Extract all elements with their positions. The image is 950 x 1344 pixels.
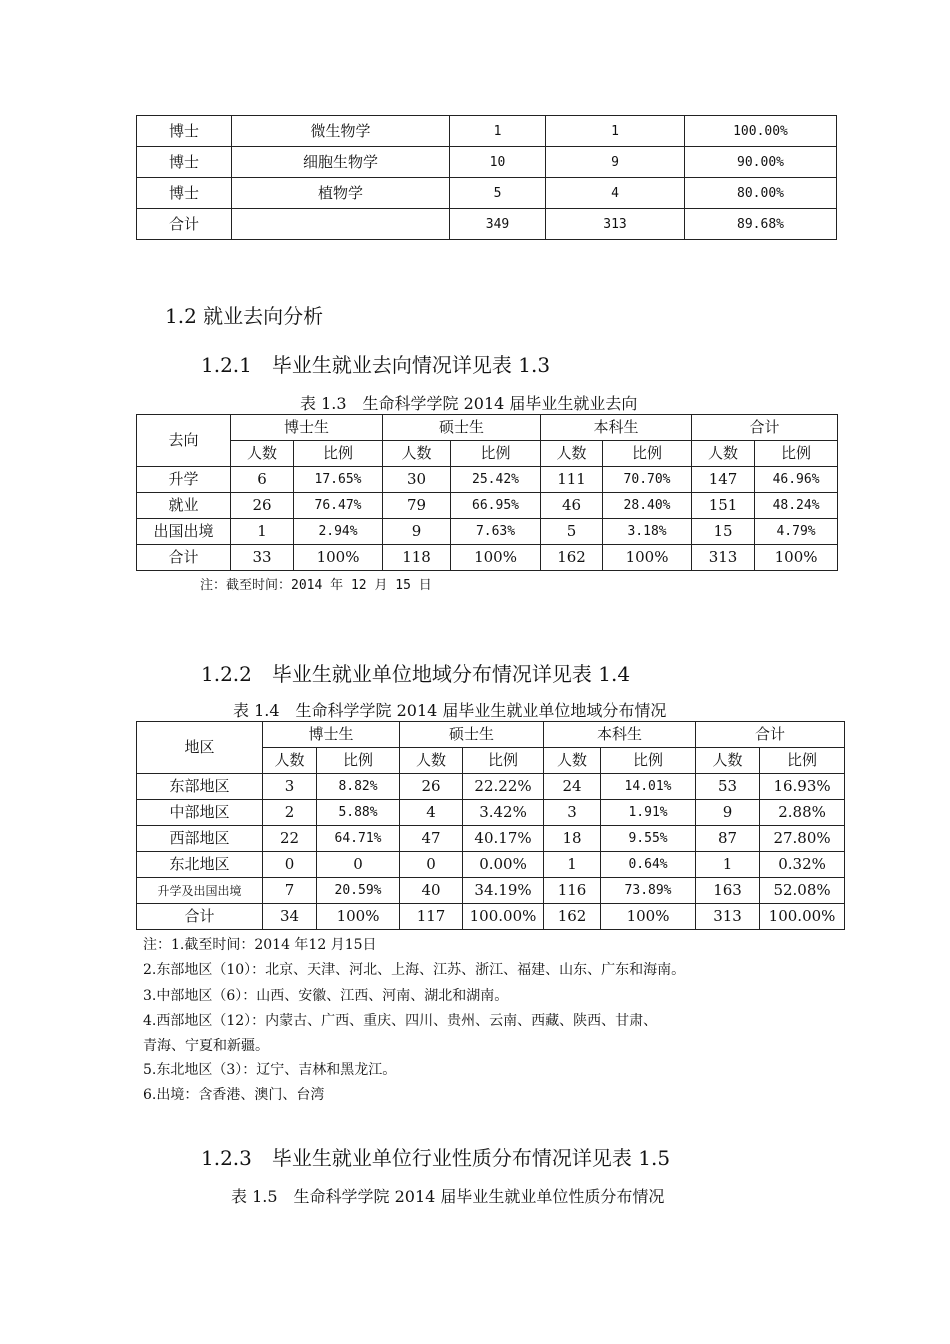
group-header-row	[137, 415, 838, 441]
value-cell: 163	[696, 878, 760, 904]
value-cell: 16.93%	[760, 774, 845, 800]
rate-cell: 89.68%	[685, 209, 837, 240]
section-heading-1-2-3: 1.2.3 毕业生就业单位行业性质分布情况详见表 1.5	[201, 1146, 671, 1170]
value-cell: 162	[541, 545, 603, 571]
table-caption-1-4: 表 1.4 生命科学学院 2014 届毕业生就业单位地域分布情况	[233, 701, 667, 720]
value-cell: 100.00%	[760, 904, 845, 930]
value-cell: 26	[231, 493, 294, 519]
sub-header: 比例	[294, 441, 383, 467]
row-label: 西部地区	[137, 826, 263, 852]
value-cell: 18	[544, 826, 601, 852]
value-cell: 2.94%	[294, 519, 383, 545]
value-cell: 53	[696, 774, 760, 800]
value-cell: 147	[692, 467, 755, 493]
value-cell: 3.42%	[463, 800, 544, 826]
sub-header: 比例	[755, 441, 838, 467]
value-cell: 0.00%	[463, 852, 544, 878]
employed-cell: 4	[546, 178, 685, 209]
sub-header: 人数	[692, 441, 755, 467]
total-cell: 349	[450, 209, 546, 240]
rate-cell: 100.00%	[685, 116, 837, 147]
sub-header: 人数	[696, 748, 760, 774]
table-row	[137, 852, 845, 878]
group-header: 博士生	[263, 722, 400, 748]
value-cell: 100%	[603, 545, 692, 571]
value-cell: 52.08%	[760, 878, 845, 904]
row-label: 东部地区	[137, 774, 263, 800]
value-cell: 34	[263, 904, 317, 930]
value-cell: 28.40%	[603, 493, 692, 519]
value-cell: 100%	[755, 545, 838, 571]
value-cell: 117	[400, 904, 463, 930]
section-heading-1-2: 1.2 就业去向分析	[165, 304, 324, 328]
group-header-row	[137, 722, 845, 748]
major-cell: 植物学	[232, 178, 450, 209]
row-label: 合计	[137, 545, 231, 571]
sub-header: 人数	[383, 441, 451, 467]
sub-header: 人数	[400, 748, 463, 774]
table-row	[137, 178, 837, 209]
table-row	[137, 519, 838, 545]
employed-cell: 313	[546, 209, 685, 240]
sub-header: 比例	[317, 748, 400, 774]
sub-header: 比例	[463, 748, 544, 774]
degree-employment-table	[136, 115, 837, 240]
table-row-total	[137, 545, 838, 571]
row-label: 东北地区	[137, 852, 263, 878]
value-cell: 116	[544, 878, 601, 904]
table-row	[137, 147, 837, 178]
value-cell: 79	[383, 493, 451, 519]
total-cell: 5	[450, 178, 546, 209]
table-note-line: 2.东部地区（10）：北京、天津、河北、上海、江苏、浙江、福建、山东、广东和海南。	[143, 962, 686, 978]
value-cell: 15	[692, 519, 755, 545]
value-cell: 111	[541, 467, 603, 493]
value-cell: 66.95%	[451, 493, 541, 519]
value-cell: 100%	[451, 545, 541, 571]
sub-header: 比例	[451, 441, 541, 467]
major-cell: 微生物学	[232, 116, 450, 147]
value-cell: 2.88%	[760, 800, 845, 826]
row-label: 升学及出国出境	[137, 878, 263, 904]
value-cell: 22.22%	[463, 774, 544, 800]
table-row	[137, 774, 845, 800]
value-cell: 4.79%	[755, 519, 838, 545]
sub-header: 人数	[544, 748, 601, 774]
group-header: 硕士生	[400, 722, 544, 748]
degree-cell: 合计	[137, 209, 232, 240]
table-note-line: 4.西部地区（12）：内蒙古、广西、重庆、四川、贵州、云南、西藏、陕西、甘肃、	[143, 1013, 658, 1029]
value-cell: 313	[696, 904, 760, 930]
row-label: 出国出境	[137, 519, 231, 545]
table-row-total	[137, 209, 837, 240]
value-cell: 33	[231, 545, 294, 571]
group-header: 合计	[696, 722, 845, 748]
sub-header-row	[137, 441, 838, 467]
sub-header: 比例	[603, 441, 692, 467]
group-header: 博士生	[231, 415, 383, 441]
value-cell: 0	[263, 852, 317, 878]
group-header: 硕士生	[383, 415, 541, 441]
sub-header: 比例	[601, 748, 696, 774]
table-row-total	[137, 904, 845, 930]
value-cell: 100%	[317, 904, 400, 930]
value-cell: 47	[400, 826, 463, 852]
employed-cell: 1	[546, 116, 685, 147]
table-note-line: 5.东北地区（3）：辽宁、吉林和黑龙江。	[143, 1062, 397, 1078]
value-cell: 3.18%	[603, 519, 692, 545]
table-note-line: 3.中部地区（6）：山西、安徽、江西、河南、湖北和湖南。	[143, 988, 509, 1004]
total-cell: 10	[450, 147, 546, 178]
value-cell: 162	[544, 904, 601, 930]
major-cell: 细胞生物学	[232, 147, 450, 178]
value-cell: 27.80%	[760, 826, 845, 852]
value-cell: 100%	[294, 545, 383, 571]
value-cell: 48.24%	[755, 493, 838, 519]
region-table	[136, 721, 845, 930]
value-cell: 26	[400, 774, 463, 800]
sub-header: 比例	[760, 748, 845, 774]
value-cell: 0	[400, 852, 463, 878]
table-row	[137, 116, 837, 147]
rate-cell: 80.00%	[685, 178, 837, 209]
group-header: 本科生	[544, 722, 696, 748]
destination-table	[136, 414, 838, 571]
section-heading-1-2-2: 1.2.2 毕业生就业单位地域分布情况详见表 1.4	[201, 662, 631, 686]
major-cell	[232, 209, 450, 240]
value-cell: 30	[383, 467, 451, 493]
employed-cell: 9	[546, 147, 685, 178]
value-cell: 3	[263, 774, 317, 800]
value-cell: 73.89%	[601, 878, 696, 904]
row-label: 合计	[137, 904, 263, 930]
group-header: 合计	[692, 415, 838, 441]
table-row	[137, 878, 845, 904]
value-cell: 313	[692, 545, 755, 571]
group-header: 本科生	[541, 415, 692, 441]
row-label: 就业	[137, 493, 231, 519]
value-cell: 46.96%	[755, 467, 838, 493]
table-note-1-3: 注：截至时间：2014 年 12 月 15 日	[200, 578, 432, 593]
value-cell: 87	[696, 826, 760, 852]
total-cell: 1	[450, 116, 546, 147]
degree-cell: 博士	[137, 147, 232, 178]
value-cell: 24	[544, 774, 601, 800]
sub-header: 人数	[231, 441, 294, 467]
value-cell: 25.42%	[451, 467, 541, 493]
sub-header: 人数	[541, 441, 603, 467]
value-cell: 9.55%	[601, 826, 696, 852]
row-header-cell: 地区	[137, 722, 263, 774]
value-cell: 7	[263, 878, 317, 904]
value-cell: 5	[541, 519, 603, 545]
value-cell: 1	[696, 852, 760, 878]
value-cell: 4	[400, 800, 463, 826]
row-label: 中部地区	[137, 800, 263, 826]
value-cell: 0	[317, 852, 400, 878]
value-cell: 151	[692, 493, 755, 519]
table-row	[137, 467, 838, 493]
value-cell: 20.59%	[317, 878, 400, 904]
value-cell: 0.32%	[760, 852, 845, 878]
value-cell: 1.91%	[601, 800, 696, 826]
value-cell: 14.01%	[601, 774, 696, 800]
row-header-cell: 去向	[137, 415, 231, 467]
table-row	[137, 826, 845, 852]
value-cell: 76.47%	[294, 493, 383, 519]
value-cell: 22	[263, 826, 317, 852]
value-cell: 8.82%	[317, 774, 400, 800]
value-cell: 7.63%	[451, 519, 541, 545]
table-row	[137, 800, 845, 826]
value-cell: 1	[544, 852, 601, 878]
value-cell: 9	[383, 519, 451, 545]
value-cell: 5.88%	[317, 800, 400, 826]
table-row	[137, 493, 838, 519]
table-note-line: 注：1.截至时间：2014 年12 月15日	[143, 937, 377, 953]
sub-header: 人数	[263, 748, 317, 774]
section-heading-1-2-1: 1.2.1 毕业生就业去向情况详见表 1.3	[201, 353, 551, 377]
table-caption-1-5: 表 1.5 生命科学学院 2014 届毕业生就业单位性质分布情况	[231, 1187, 665, 1206]
value-cell: 100.00%	[463, 904, 544, 930]
value-cell: 2	[263, 800, 317, 826]
value-cell: 34.19%	[463, 878, 544, 904]
value-cell: 1	[231, 519, 294, 545]
degree-cell: 博士	[137, 178, 232, 209]
value-cell: 9	[696, 800, 760, 826]
value-cell: 40	[400, 878, 463, 904]
value-cell: 40.17%	[463, 826, 544, 852]
value-cell: 70.70%	[603, 467, 692, 493]
row-label: 升学	[137, 467, 231, 493]
value-cell: 100%	[601, 904, 696, 930]
value-cell: 64.71%	[317, 826, 400, 852]
degree-cell: 博士	[137, 116, 232, 147]
value-cell: 118	[383, 545, 451, 571]
table-caption-1-3: 表 1.3 生命科学学院 2014 届毕业生就业去向	[300, 394, 638, 413]
value-cell: 6	[231, 467, 294, 493]
value-cell: 0.64%	[601, 852, 696, 878]
value-cell: 17.65%	[294, 467, 383, 493]
rate-cell: 90.00%	[685, 147, 837, 178]
table-note-line: 6.出境：含香港、澳门、台湾	[143, 1087, 325, 1103]
table-note-line: 青海、宁夏和新疆。	[143, 1038, 269, 1054]
value-cell: 46	[541, 493, 603, 519]
value-cell: 3	[544, 800, 601, 826]
